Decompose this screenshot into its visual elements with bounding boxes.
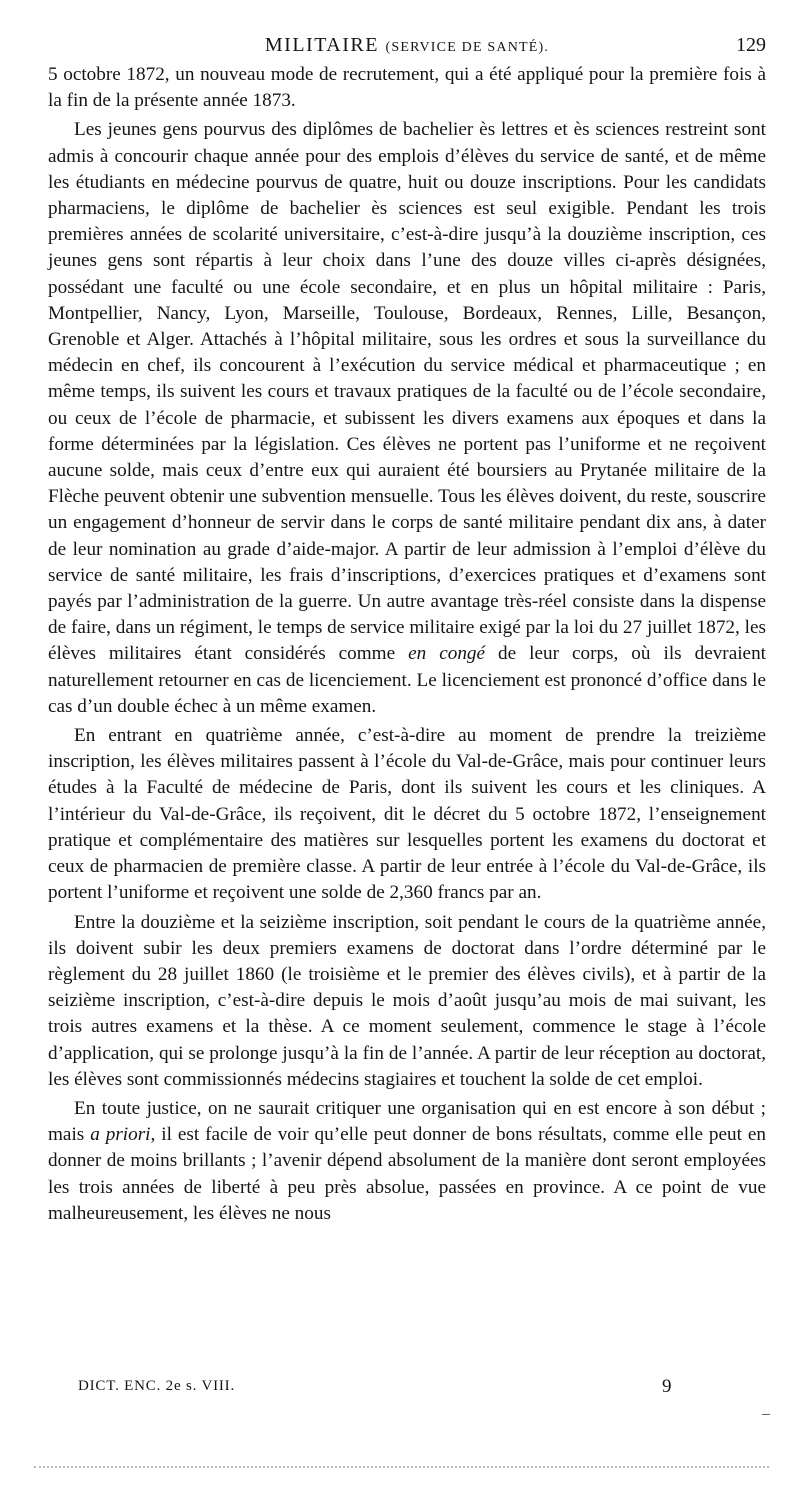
- paragraph-2-part-1: Les jeunes gens pourvus des diplômes de bachelier ès lettres et ès sciences restreint sont admis à concourir chaque année pour des emplois d’élèves du service de santé, et de même les étudiants en médecine pourvus de quatre, huit ou douze inscriptions. Pour les candidats pharmaciens, le diplôme de bachelier ès sciences est seul exigible. Pendant les trois premières années de scolarité universitaire, c’est-à-dire jusqu’à la douzième inscription, ces jeunes gens sont répartis à leur choix dans l’une des douze villes ci-après désignées, possédant une faculté ou une école secondaire, et en plus un hôpital militaire : Paris, Montpellier, Nancy, Lyon, Marseille, Toulouse, Bordeaux, Rennes, Lille, Besançon, Grenoble et Alger. Attachés à l’hôpital militaire, sous les ordres et sous la surveillance du médecin en chef, ils concourent à l’exécution du service médical et pharmaceutique ; en même temps, ils suivent les cours et travaux pratiques de la faculté ou de l’école secondaire, ou ceux de l’école de pharmacie, et subissent les divers examens aux époques et dans la forme déterminées par la législation. Ces élèves ne portent pas l’uniforme et ne reçoivent aucune solde, mais ceux d’entre eux qui auraient été boursiers au Prytanée militaire de la Flèche peuvent obtenir une subvention mensuelle. Tous les élèves doivent, du reste, souscrire un engagement d’honneur de servir dans le corps de santé militaire pendant dix ans, à dater de leur nomination au grade d’aide-major. A partir de leur admission à l’emploi d’élève du service de santé militaire, les frais d’inscriptions, d’exercices pratiques et d’examens sont payés par l’administration de la guerre. Un autre avantage très-réel consiste dans la dispense de faire, dans un régiment, le temps de service militaire exigé par la loi du 27 juillet 1872, les élèves militaires étant considérés comme: [48, 119, 766, 665]
- body-text: [48, 62, 766, 1227]
- paragraph-2: [48, 117, 766, 720]
- paragraph-3: En entrant en quatrième année, c’est-à-dire au moment de prendre la treizième inscription, les élèves militaires passent à l’école du Val-de-Grâce, mais pour continuer leurs études à la Faculté de médecine de Paris, dont ils suivent les cours et les cliniques. A l’intérieur du Val-de-Grâce, ils reçoivent, dit le décret du 5 octobre 1872, l’enseignement pratique et complémentaire des matières sur lesquelles portent les examens du doctorat et ceux de pharmacien de première classe. A partir de leur entrée à l’école du Val-de-Grâce, ils portent l’uniforme et reçoivent une solde de 2,360 francs par an.: [48, 725, 766, 904]
- signature-number: 9: [662, 1376, 673, 1397]
- running-header: [48, 34, 766, 58]
- bleed-through-line: [34, 1466, 769, 1468]
- paragraph-4: Entre la douzième et la seizième inscription, soit pendant le cours de la quatrième année, ils doivent subir les deux premiers examens de doctorat dans l’ordre déterminé par le règlement du 28 juillet 1860 (le troisième et le premier des élèves civils), et à partir de la seizième inscription, c’est-à-dire depuis le mois d’août jusqu’au mois de mai suivant, les trois autres examens et la thèse. A ce moment seulement, commence le stage à l’école d’application, qui se prolonge jusqu’à la fin de l’année. A partir de leur réception au doctorat, les élèves sont commissionnés médecins stagiaires et touchent la solde de cet emploi.: [48, 911, 766, 1090]
- paragraph-5-italic-phrase: a priori: [90, 1124, 151, 1146]
- running-title: [48, 34, 766, 57]
- paragraph-2-part-2: de leur corps, où ils devraient naturellement retourner en cas de licenciement. Le licenciement est prononcé d’office dans le cas d’un double échec à un même examen.: [48, 643, 766, 717]
- printer-signature: DICT. ENC. 2e s. VIII.: [78, 1378, 236, 1394]
- paragraph-2-italic-phrase: en congé: [408, 643, 486, 665]
- margin-dash: [762, 1414, 770, 1415]
- paragraph-1: 5 octobre 1872, un nouveau mode de recrutement, qui a été appliqué pour la première fois à la fin de la présente année 1873.: [48, 64, 766, 112]
- paragraph-5-part-2: , il est facile de voir qu’elle peut donner de bons résultats, comme elle peut en donner de moins brillants ; l’avenir dépend absolument de la manière dont seront employées les trois années de liberté à peu près absolue, passées en province. A ce point de vue malheureusement, les élèves ne nous: [48, 1124, 766, 1224]
- printer-signature-line: [78, 1378, 678, 1400]
- running-title-main: MILITAIRE: [264, 34, 379, 56]
- paragraph-5: [48, 1096, 766, 1227]
- page-number: 129: [736, 34, 766, 56]
- running-title-subtitle: (SERVICE DE SANTÉ).: [385, 40, 550, 55]
- paragraph-5-part-1: En toute justice, on ne saurait critiquer une organisation qui en est encore à son début ; mais: [48, 1097, 766, 1146]
